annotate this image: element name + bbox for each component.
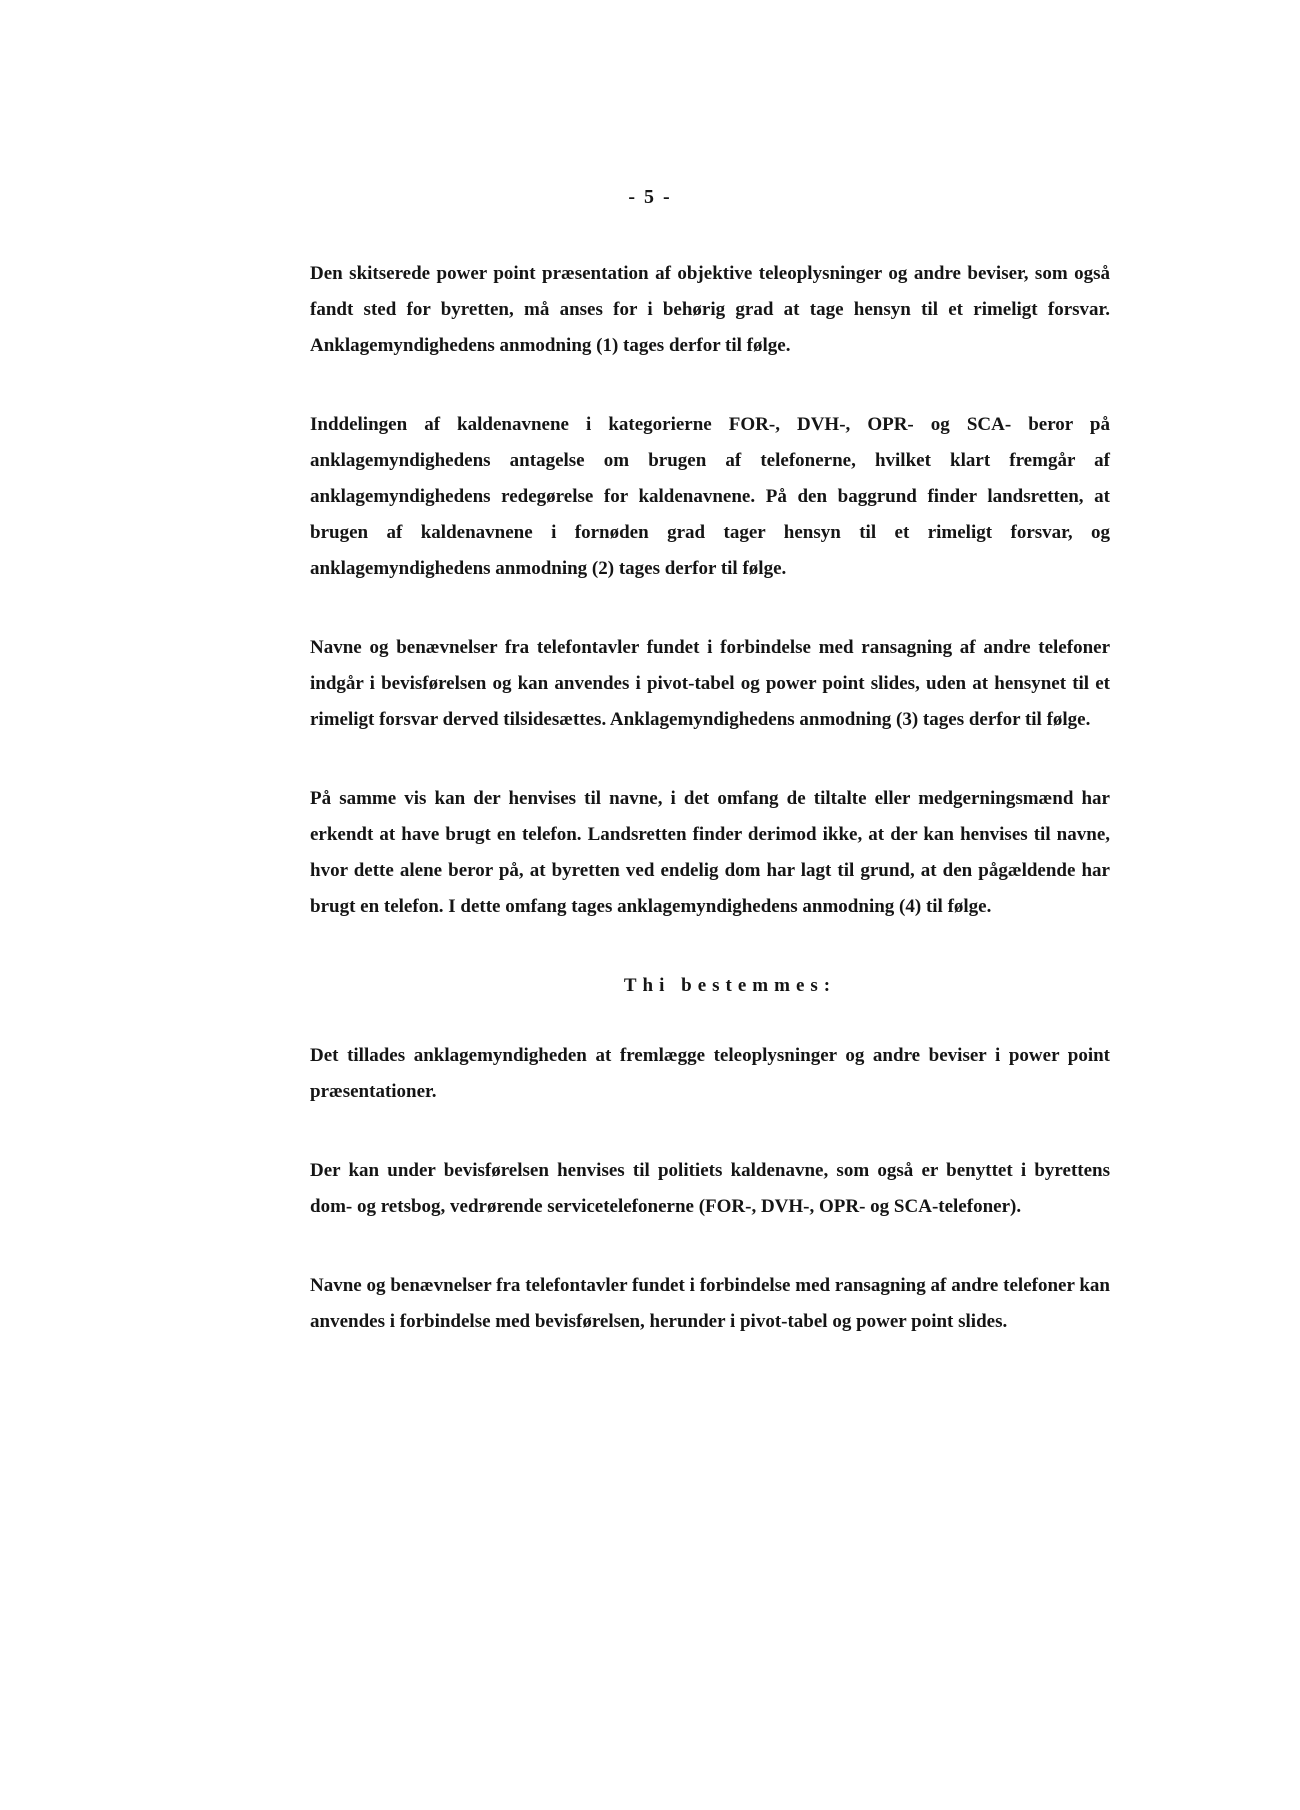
page-number: - 5 -: [628, 186, 672, 208]
ruling-heading: Thi bestemmes:: [623, 975, 837, 996]
paragraph-telefontavler: Navne og benævnelser fra telefontavler fundet i forbindelse med ransagning af andre telefoner indgår i bevisførelsen og kan anvendes i pivot-tabel og power point slides, uden at hensynet til et rimeligt forsvar derved tilsidesættes. Anklagemyndighedens anmodning (3) tages derfor til følge.: [310, 637, 1110, 730]
ruling-paragraph-2: Der kan under bevisførelsen henvises til politiets kaldenavne, som også er benyttet i byrettens dom- og retsbog, vedrørende servicetelefonerne (FOR-, DVH-, OPR- og SCA-telefoner).: [310, 1160, 1110, 1217]
ruling-paragraph-1: Det tillades anklagemyndigheden at fremlægge teleoplysninger og andre beviser i power point præsentationer.: [310, 1045, 1110, 1102]
document-body: [310, 256, 1110, 1383]
paragraph-power-point: Den skitserede power point præsentation af objektive teleoplysninger og andre beviser, som også fandt sted for byretten, må anses for i behørig grad at tage hensyn til et rimeligt forsvar. Anklagemyndighedens anmodning (1) tages derfor til følge.: [310, 263, 1110, 356]
ruling-paragraph-3: Navne og benævnelser fra telefontavler fundet i forbindelse med ransagning af andre telefoner kan anvendes i forbindelse med bevisførelsen, herunder i pivot-tabel og power point slides.: [310, 1275, 1110, 1332]
paragraph-navne: På samme vis kan der henvises til navne, i det omfang de tiltalte eller medgerningsmænd har erkendt at have brugt en telefon. Landsretten finder derimod ikke, at der kan henvises til navne, hvor dette alene beror på, at byretten ved endelig dom har lagt til grund, at den pågældende har brugt en telefon. I dette omfang tages anklagemyndighedens anmodning (4) til følge.: [310, 788, 1110, 917]
paragraph-kaldenavne: Inddelingen af kaldenavnene i kategorierne FOR-, DVH-, OPR- og SCA- beror på anklagemyndighedens antagelse om brugen af telefonerne, hvilket klart fremgår af anklagemyndighedens redegørelse for kaldenavnene. På den baggrund finder landsretten, at brugen af kaldenavnene i fornøden grad tager hensyn til et rimeligt forsvar, og anklagemyndighedens anmodning (2) tages derfor til følge.: [310, 414, 1110, 579]
